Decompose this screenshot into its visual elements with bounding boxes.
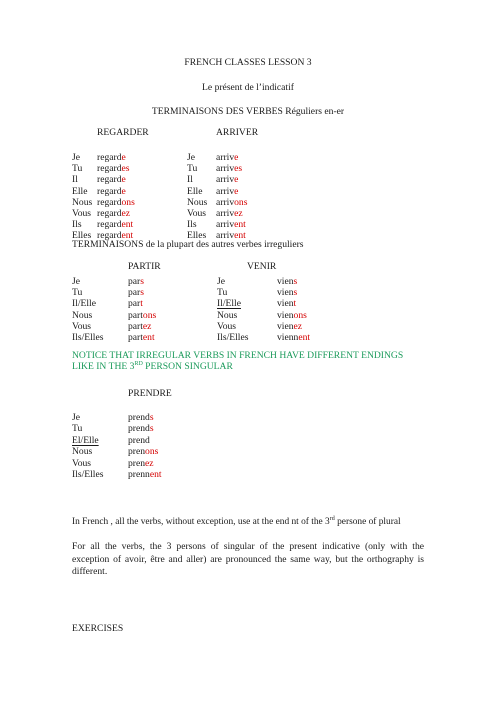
pronoun: Tu	[187, 163, 198, 175]
rule-line	[72, 518, 401, 527]
table-row	[0, 311, 496, 322]
notice-line-2-text: LIKE IN THE 3	[72, 361, 135, 372]
pronoun: El/Elle	[72, 434, 99, 446]
table-row	[0, 187, 496, 198]
verb-heading-arriver: ARRIVER	[216, 127, 259, 138]
verb-stem: regard	[97, 152, 122, 163]
conjugated-verb	[277, 322, 302, 332]
verb-stem: vien	[277, 276, 294, 287]
verb-stem: part	[128, 332, 143, 343]
verb-ending: ons	[145, 446, 159, 458]
verb-stem: arriv	[216, 152, 235, 163]
verb-ending: s	[293, 287, 298, 299]
verb-ending: ent	[121, 219, 134, 231]
verb-ending: ez	[234, 208, 243, 219]
conjugated-verb	[277, 277, 297, 287]
conjugated-verb	[277, 288, 297, 298]
pronoun: Ils/Elles	[72, 332, 104, 343]
pronoun: Vous	[187, 208, 207, 219]
verb-ending: ons	[293, 309, 307, 321]
verb-ending: e	[234, 174, 239, 186]
pronoun: Vous	[72, 208, 92, 219]
verb-stem: prend	[128, 423, 150, 435]
rule-line-superscript: rd	[329, 516, 335, 522]
conjugated-verb	[128, 424, 154, 434]
conjugated-verb	[277, 333, 310, 343]
verb-stem: vienn	[277, 332, 299, 343]
pronoun: Elles	[187, 230, 207, 242]
verb-ending: s	[140, 287, 144, 299]
explanation-paragraph: For all the verbs, the 3 persons of singular of the present indicative (only with the exception of avoir, être and aller) are pronounced the same way, but the orthography is different.	[72, 541, 424, 577]
verb-ending: s	[149, 423, 154, 435]
pronoun: Elles	[72, 230, 92, 242]
verb-ending: s	[140, 276, 144, 287]
conjugated-verb	[128, 470, 162, 480]
verb-stem: vien	[277, 320, 294, 332]
pronoun: Tu	[72, 423, 83, 435]
verb-ending: s	[293, 276, 298, 287]
pronoun: Ils	[187, 219, 197, 231]
conjugated-verb	[128, 322, 151, 332]
table-row	[0, 447, 496, 458]
verb-stem: part	[128, 320, 143, 332]
exercises-heading: EXERCISES	[72, 623, 124, 634]
verb-stem: regard	[97, 230, 122, 242]
verb-ending: e	[234, 185, 239, 197]
conjugated-verb	[97, 220, 133, 230]
pronoun: Vous	[72, 320, 92, 332]
verb-ending: ent	[234, 230, 246, 242]
verb-ending: e	[121, 185, 126, 197]
pronoun: Ils/Elles	[72, 469, 104, 480]
section-heading: TERMINAISONS DES VERBES Réguliers en-er	[151, 106, 345, 117]
pronoun: Je	[72, 152, 80, 163]
table-row	[0, 175, 496, 186]
verb-ending: ent	[121, 230, 134, 242]
verb-stem: vien	[277, 309, 294, 321]
conjugated-verb	[128, 459, 154, 469]
verb-ending: t	[293, 298, 297, 310]
verb-ending: ons	[234, 196, 248, 208]
notice-line-2-tail: PERSON SINGULAR	[142, 361, 233, 372]
conjugated-verb	[216, 187, 238, 197]
verb-stem: prend	[128, 412, 150, 423]
pronoun: Nous	[72, 309, 93, 321]
pronoun: Je	[187, 152, 195, 163]
table-row	[0, 299, 496, 310]
rule-line-text: In French , all the verbs, without exception, use at the end nt of the 3	[72, 517, 330, 527]
verb-ending: ez	[121, 208, 131, 219]
verb-ending: ent	[298, 332, 311, 343]
verb-ending: e	[121, 152, 126, 163]
conjugated-verb	[128, 311, 156, 321]
table-row	[0, 470, 496, 481]
notice-line-1: NOTICE THAT IRREGULAR VERBS IN FRENCH HAVE DIFFERENT ENDINGS	[72, 350, 404, 361]
conjugated-verb	[216, 175, 238, 185]
conjugated-verb	[128, 413, 154, 423]
conjugated-verb	[128, 333, 155, 343]
verb-stem: arriv	[216, 174, 235, 186]
verb-heading-partir: PARTIR	[128, 261, 161, 272]
pronoun: Il	[187, 174, 193, 186]
verb-ending: ent	[149, 469, 162, 480]
verb-stem: regard	[97, 208, 122, 219]
pronoun: Nous	[72, 196, 93, 208]
verb-stem: pren	[128, 457, 146, 469]
pronoun: Tu	[217, 287, 228, 299]
verb-ending: ent	[234, 219, 246, 231]
conjugated-verb	[216, 198, 247, 208]
conjugated-verb	[97, 209, 130, 219]
pronoun: Ils	[72, 219, 82, 231]
conjugated-verb	[216, 220, 246, 230]
conjugated-verb	[216, 164, 242, 174]
conjugated-verb	[128, 299, 143, 309]
verb-stem: vien	[277, 287, 294, 299]
conjugated-verb	[97, 175, 126, 185]
verb-stem: regard	[97, 185, 122, 197]
table-row	[0, 424, 496, 435]
verb-stem: arriv	[216, 163, 235, 175]
irregular-heading: TERMINAISONS de la plupart des autres verbes irreguliers	[72, 239, 304, 250]
verb-ending: es	[234, 163, 243, 175]
verb-stem: part	[128, 309, 143, 321]
verb-stem: vien	[277, 298, 294, 310]
verb-stem: regard	[97, 196, 122, 208]
conjugated-verb	[128, 447, 158, 457]
table-row	[0, 459, 496, 470]
conjugated-verb	[128, 277, 144, 287]
verb-ending: ons	[121, 196, 135, 208]
table-row	[0, 413, 496, 424]
verb-ending: ent	[142, 332, 155, 343]
verb-ending: es	[121, 163, 130, 175]
verb-stem: prend	[128, 434, 150, 446]
conjugated-verb	[97, 187, 126, 197]
verb-ending: e	[234, 152, 239, 163]
pronoun: Vous	[72, 457, 92, 469]
notice-superscript: RD	[134, 361, 143, 367]
verb-ending: ez	[145, 457, 154, 469]
verb-ending: ez	[142, 320, 152, 332]
pronoun: Je	[217, 276, 225, 287]
verb-ending: t	[140, 298, 143, 310]
conjugated-verb	[216, 153, 238, 163]
verb-heading-regarder: REGARDER	[97, 127, 149, 138]
verb-stem: regard	[97, 174, 122, 186]
conjugated-verb	[277, 299, 296, 309]
rule-line-tail: persone of plural	[334, 517, 401, 527]
verb-ending: ez	[293, 320, 303, 332]
verb-stem: arriv	[216, 219, 235, 231]
pronoun: Elle	[187, 185, 203, 197]
verb-ending: s	[149, 412, 154, 423]
verb-stem: pren	[128, 446, 146, 458]
conjugated-verb	[97, 153, 126, 163]
pronoun: Tu	[72, 163, 83, 175]
conjugated-verb	[97, 164, 130, 174]
notice-line-2	[72, 362, 233, 372]
page-title: FRENCH CLASSES LESSON 3	[184, 57, 312, 68]
page-subtitle: Le présent de l’indicatif	[202, 82, 294, 93]
pronoun: Je	[72, 412, 80, 423]
conjugated-verb	[277, 311, 307, 321]
verb-stem: par	[128, 276, 141, 287]
verb-ending: e	[121, 174, 126, 186]
verb-heading-venir: VENIR	[247, 261, 277, 272]
pronoun: Vous	[217, 320, 237, 332]
verb-stem: regard	[97, 163, 122, 175]
pronoun: Tu	[72, 287, 83, 299]
pronoun: Ils/Elles	[217, 332, 249, 343]
verb-stem: par	[128, 287, 141, 299]
verb-stem: arriv	[216, 196, 235, 208]
conjugated-verb	[128, 436, 150, 446]
conjugated-verb	[97, 198, 135, 208]
verb-heading-prendre: PRENDRE	[128, 388, 172, 399]
table-row	[0, 333, 496, 344]
verb-stem: prenn	[128, 469, 150, 480]
pronoun: Nous	[72, 446, 93, 458]
conjugated-verb	[216, 209, 243, 219]
pronoun: Nous	[187, 196, 208, 208]
verb-stem: arriv	[216, 230, 235, 242]
pronoun: Nous	[217, 309, 238, 321]
pronoun: Il/Elle	[72, 298, 96, 310]
verb-stem: arriv	[216, 185, 235, 197]
table-row	[0, 436, 496, 447]
pronoun: Elle	[72, 185, 88, 197]
verb-stem: arriv	[216, 208, 235, 219]
pronoun: Il/Elle	[217, 298, 241, 310]
verb-stem: par	[128, 298, 141, 310]
conjugated-verb	[128, 288, 144, 298]
verb-stem: regard	[97, 219, 122, 231]
verb-ending: ons	[142, 309, 157, 321]
pronoun: Il	[72, 174, 78, 186]
pronoun: Je	[72, 276, 80, 287]
